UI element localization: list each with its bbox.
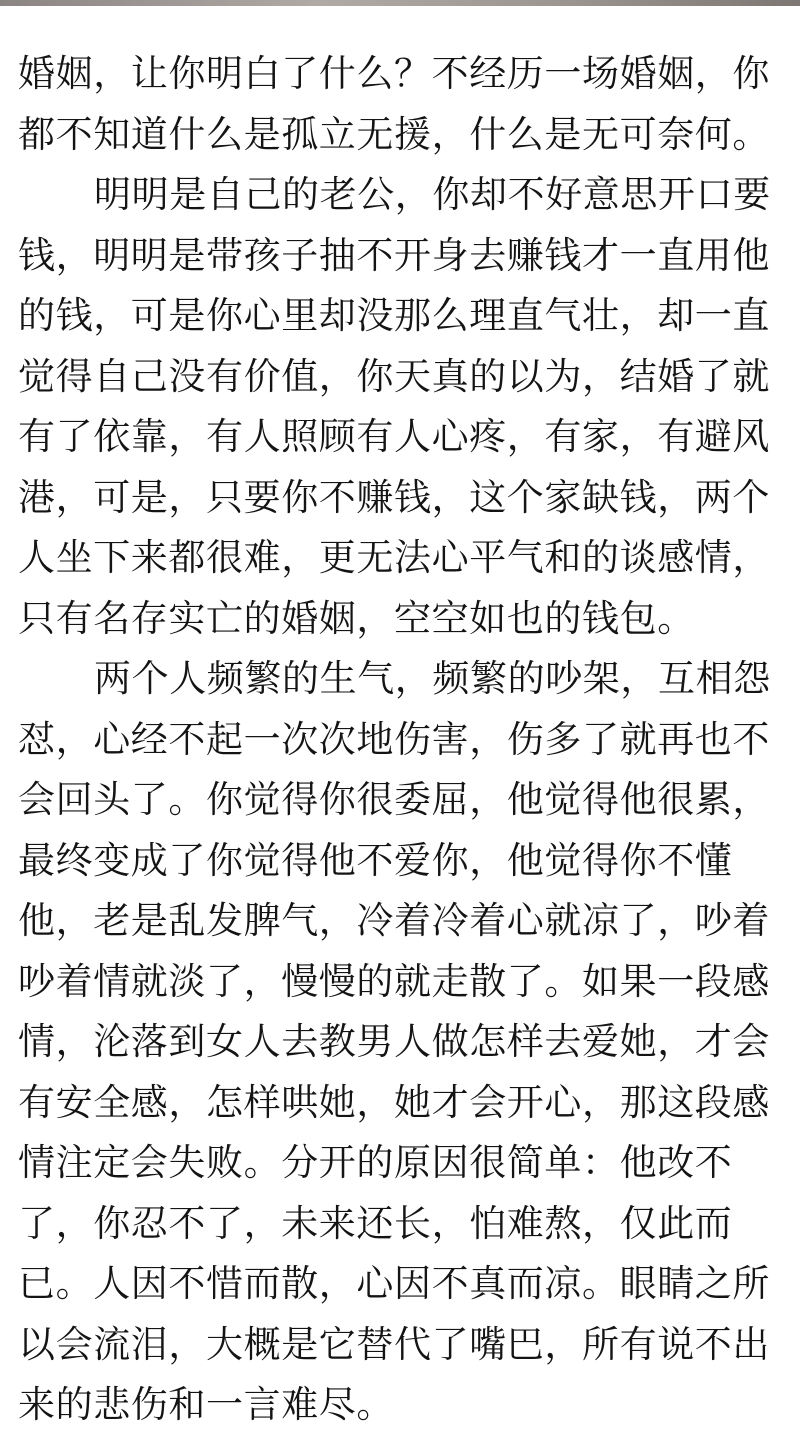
paragraph-2: 明明是自己的老公，你却不好意思开口要钱，明明是带孩子抽不开身去赚钱才一直用他的钱，可是你心里却没那么理直气壮，却一直觉得自己没有价值，你天真的以为，结婚了就有了依靠，有人照顾有人心疼，有家，有避风港，可是，只要你不赚钱，这个家缺钱，两个人坐下来都很难，更无法心平气和的谈感情，只有名存实亡的婚姻，空空如也的钱包。 bbox=[18, 173, 771, 640]
top-image-strip bbox=[0, 0, 800, 6]
article-body bbox=[18, 44, 788, 1436]
paragraph-1: 婚姻，让你明白了什么？不经历一场婚姻，你都不知道什么是孤立无援，什么是无可奈何。 bbox=[18, 52, 770, 156]
paragraph-3: 两个人频繁的生气，频繁的吵架，互相怨怼，心经不起一次次地伤害，伤多了就再也不会回头了。你觉得你很委屈，他觉得他很累，最终变成了你觉得他不爱你，他觉得你不懂他，老是乱发脾气，冷着冷着心就凉了，吵着吵着情就淡了，慢慢的就走散了。如果一段感情，沦落到女人去教男人做怎样去爱她，才会有安全感，怎样哄她，她才会开心，那这段感情注定会失败。分开的原因很简单：他改不了，你忍不了，未来还长，怕难熬，仅此而已。人因不惜而散，心因不真而凉。眼睛之所以会流泪，大概是它替代了嘴巴，所有说不出来的悲伤和一言难尽。 bbox=[18, 657, 771, 1426]
